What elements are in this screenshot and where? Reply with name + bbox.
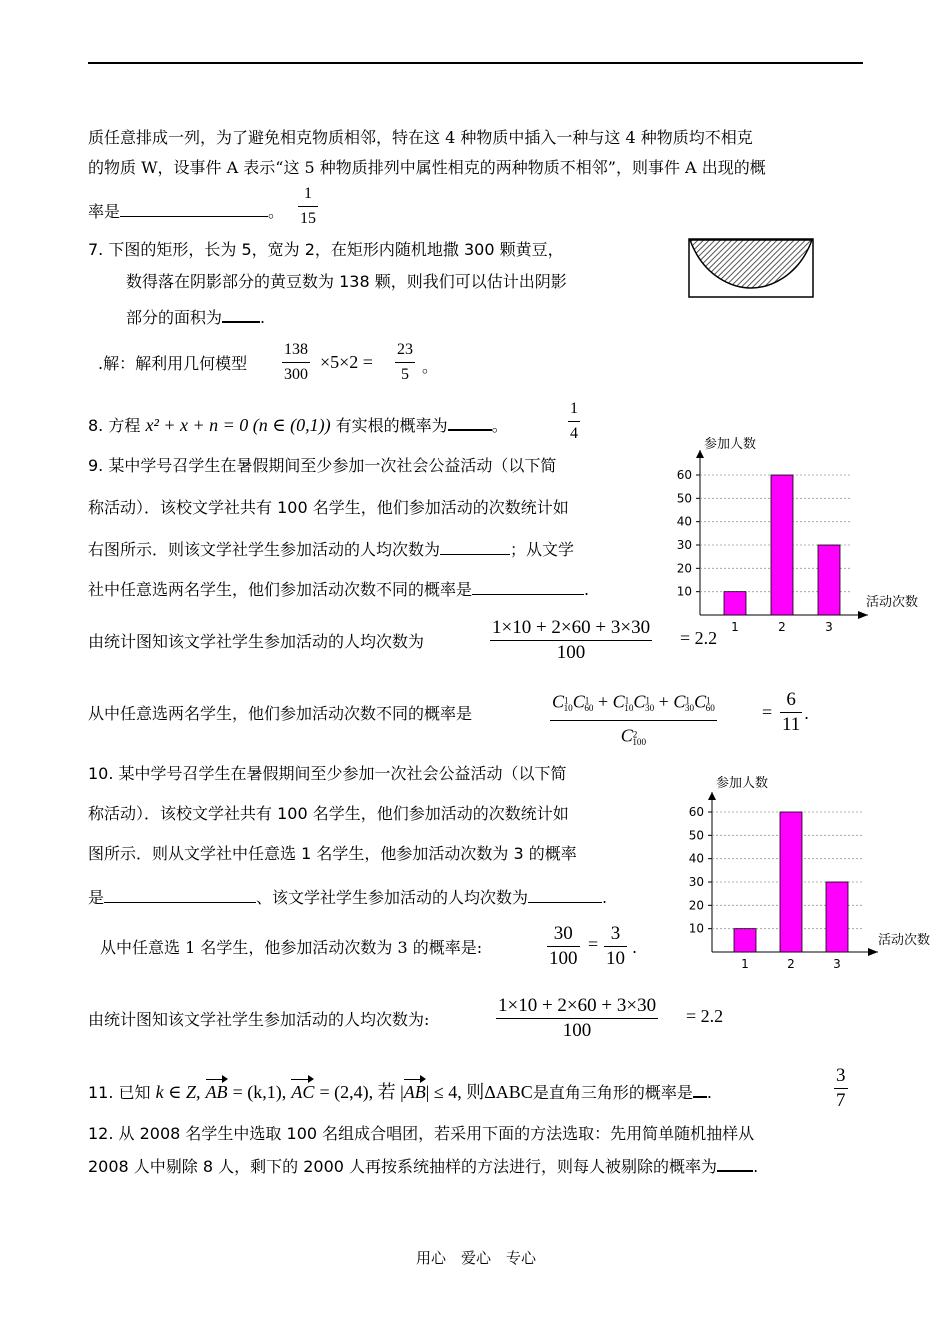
p8-answer-fraction: $\frac{1}{4}$ — [568, 397, 580, 446]
y-tick-label: 50 — [688, 828, 704, 843]
p9-solution-1-fraction: $\frac{1\times 10 + 2\times 60 + 3\times 30}{100}$ — [492, 617, 651, 663]
p7-fraction-1: $\frac{138}{300}$ — [282, 338, 310, 387]
x-tick-label: 2 — [787, 957, 795, 971]
p6-line3: 率是 。 — [88, 202, 285, 221]
p7-line1: 7. 下图的矩形，长为 5，宽为 2，在矩形内随机地撒 300 颗黄豆， — [88, 240, 564, 259]
bar-chart-2 — [672, 770, 942, 975]
y-tick-label: 40 — [688, 851, 704, 866]
p7-fraction-2: $\frac{23}{5}$ — [395, 338, 415, 387]
page-footer: 用心 爱心 专心 — [416, 1249, 537, 1267]
p10-line1: 10. 某中学号召学生在暑假期间至少参加一次社会公益活动（以下简 — [88, 764, 567, 783]
p9-line4: 社中任意选两名学生，他们参加活动次数不同的概率是 . — [88, 580, 590, 599]
p9-solution-2-text: 从中任意选两名学生，他们参加活动次数不同的概率是 — [88, 704, 473, 723]
x-tick-label: 2 — [778, 620, 786, 634]
y-axis-label: 参加人数 — [716, 776, 769, 791]
p7-end: 。 — [422, 357, 439, 376]
p6-text: 率是 — [88, 202, 121, 221]
y-axis-arrow — [708, 792, 716, 800]
answer-blank — [717, 1154, 753, 1172]
y-axis-label: 参加人数 — [704, 437, 757, 452]
vector-ab: AB — [205, 1082, 228, 1102]
p7-line3: 部分的面积为 . — [126, 305, 265, 328]
p9-solution-2-equals: = — [762, 702, 773, 722]
answer-blank — [448, 413, 492, 431]
p10-fraction-2: $\frac{3}{10}$ — [606, 923, 625, 969]
answer-blank — [440, 538, 510, 555]
x-axis-label: 活动次数 — [866, 595, 919, 610]
x-axis-arrow — [868, 948, 878, 956]
p8-equation: x² + x + n = 0 (n ∈ (0,1)) — [145, 415, 331, 435]
bar-2 — [780, 812, 802, 952]
bar-chart-1 — [660, 430, 940, 640]
p10-solution-1-text: 从中任意选 1 名学生，他参加活动次数为 3 的概率是: — [100, 938, 483, 957]
y-tick-label: 40 — [676, 514, 692, 529]
answer-blank — [120, 200, 268, 217]
answer-blank — [472, 578, 584, 595]
x-tick-label: 3 — [833, 957, 841, 971]
x-tick-label: 1 — [741, 957, 749, 971]
p9-line2: 称活动）．该校文学社共有 100 名学生，他们参加活动的次数统计如 — [88, 498, 569, 517]
y-tick-label: 60 — [688, 805, 704, 819]
shaded-rectangle-figure — [688, 238, 814, 298]
bar-3 — [826, 882, 848, 952]
vector-ab-norm: AB — [403, 1082, 426, 1102]
p7-line2: 数得落在阴影部分的黄豆数为 138 颗，则我们可以估计出阴影 — [126, 272, 567, 291]
p7-mult: ×5×2 = — [320, 352, 373, 372]
p10-solution-2-text: 由统计图知该文学社学生参加活动的人均次数为: — [88, 1010, 430, 1029]
p10-end: . — [632, 938, 638, 957]
p6-answer-fraction: $\frac{1}{15}$ — [298, 182, 318, 231]
bar-1 — [724, 592, 746, 615]
bar-3 — [818, 545, 840, 615]
p10-line4: 是 、该文学社学生参加活动的人均次数为 . — [88, 888, 608, 907]
y-tick-label: 20 — [688, 898, 704, 913]
answer-blank — [222, 305, 260, 323]
bar-1 — [734, 929, 756, 952]
p7-solution: .解：解利用几何模型 — [98, 354, 248, 373]
p9-line3: 右图所示．则该文学社学生参加活动的人均次数为 ；从文学 — [88, 540, 575, 559]
answer-blank — [693, 1080, 707, 1098]
p10-solution-2-result: = 2.2 — [686, 1006, 724, 1026]
p10-fraction-1: $\frac{30}{100}$ — [549, 923, 578, 969]
p10-solution-2-fraction: $\frac{1\times 10 + 2\times 60 + 3\times 30}{100}$ — [498, 995, 657, 1041]
p9-solution-2-answer: $\frac{6}{11}$ — [782, 689, 801, 735]
y-tick-label: 60 — [676, 468, 692, 482]
p12-line2: 2008 人中剔除 8 人，剩下的 2000 人再按系统抽样的方法进行，则每人被剔除的概率为 . — [88, 1154, 758, 1177]
header-rule — [88, 62, 863, 64]
y-axis-arrow — [696, 450, 704, 458]
p9-end: . — [804, 704, 810, 723]
vector-ac: AC — [291, 1082, 315, 1102]
p9-solution-1-result: = 2.2 — [680, 628, 718, 648]
p10-line3: 图所示．则从文学社中任意选 1 名学生，他参加活动次数为 3 的概率 — [88, 844, 577, 863]
y-tick-label: 50 — [676, 491, 692, 506]
y-tick-label: 10 — [688, 921, 704, 936]
p10-equals: = — [588, 934, 599, 954]
y-tick-label: 20 — [676, 561, 692, 576]
x-axis-arrow — [858, 611, 868, 619]
p10-line2: 称活动）．该校文学社共有 100 名学生，他们参加活动的次数统计如 — [88, 804, 569, 823]
p12-line1: 12. 从 2008 名学生中选取 100 名组成合唱团，若采用下面的方法选取：先用简单随机抽样从 — [88, 1124, 755, 1143]
p11-answer-fraction: $\frac{3}{7}$ — [836, 1065, 846, 1111]
p9-solution-1-text: 由统计图知该文学社学生参加活动的人均次数为 — [88, 632, 425, 651]
p9-line1: 9. 某中学号召学生在暑假期间至少参加一次社会公益活动（以下简 — [88, 456, 557, 475]
p9-solution-2-combination-fraction: $C^1_{10}C^1_{60} + C^1_{10}C^1_{30} + C^1_{30}C^1_{60}$ $C^2_{100}$ — [550, 688, 717, 755]
bar-2 — [771, 475, 793, 615]
p8-line: 8. 方程 x² + x + n = 0 (n ∈ (0,1)) 有实根的概率为 。 — [88, 415, 508, 435]
p6-line2: 的物质 W，设事件 A 表示“这 5 种物质排列中属性相克的两种物质不相邻”，则事件 A 出现的概 — [88, 158, 766, 177]
y-tick-label: 30 — [676, 538, 692, 552]
p6-line1: 质任意排成一列，为了避免相克物质相邻，特在这 4 种物质中插入一种与这 4 种物质均不相克 — [88, 128, 753, 147]
x-tick-label: 1 — [731, 620, 739, 634]
y-tick-label: 30 — [688, 875, 704, 889]
y-tick-label: 10 — [676, 584, 692, 599]
x-axis-label: 活动次数 — [878, 933, 931, 948]
x-tick-label: 3 — [825, 620, 833, 634]
p11-line: 11. 已知 k ∈ Z, AB = (k,1), AC = (2,4), 若 |AB| ≤ 4, 则ΔABC是直角三角形的概率是 . — [88, 1082, 712, 1102]
answer-blank — [528, 886, 602, 903]
answer-blank — [104, 886, 256, 903]
